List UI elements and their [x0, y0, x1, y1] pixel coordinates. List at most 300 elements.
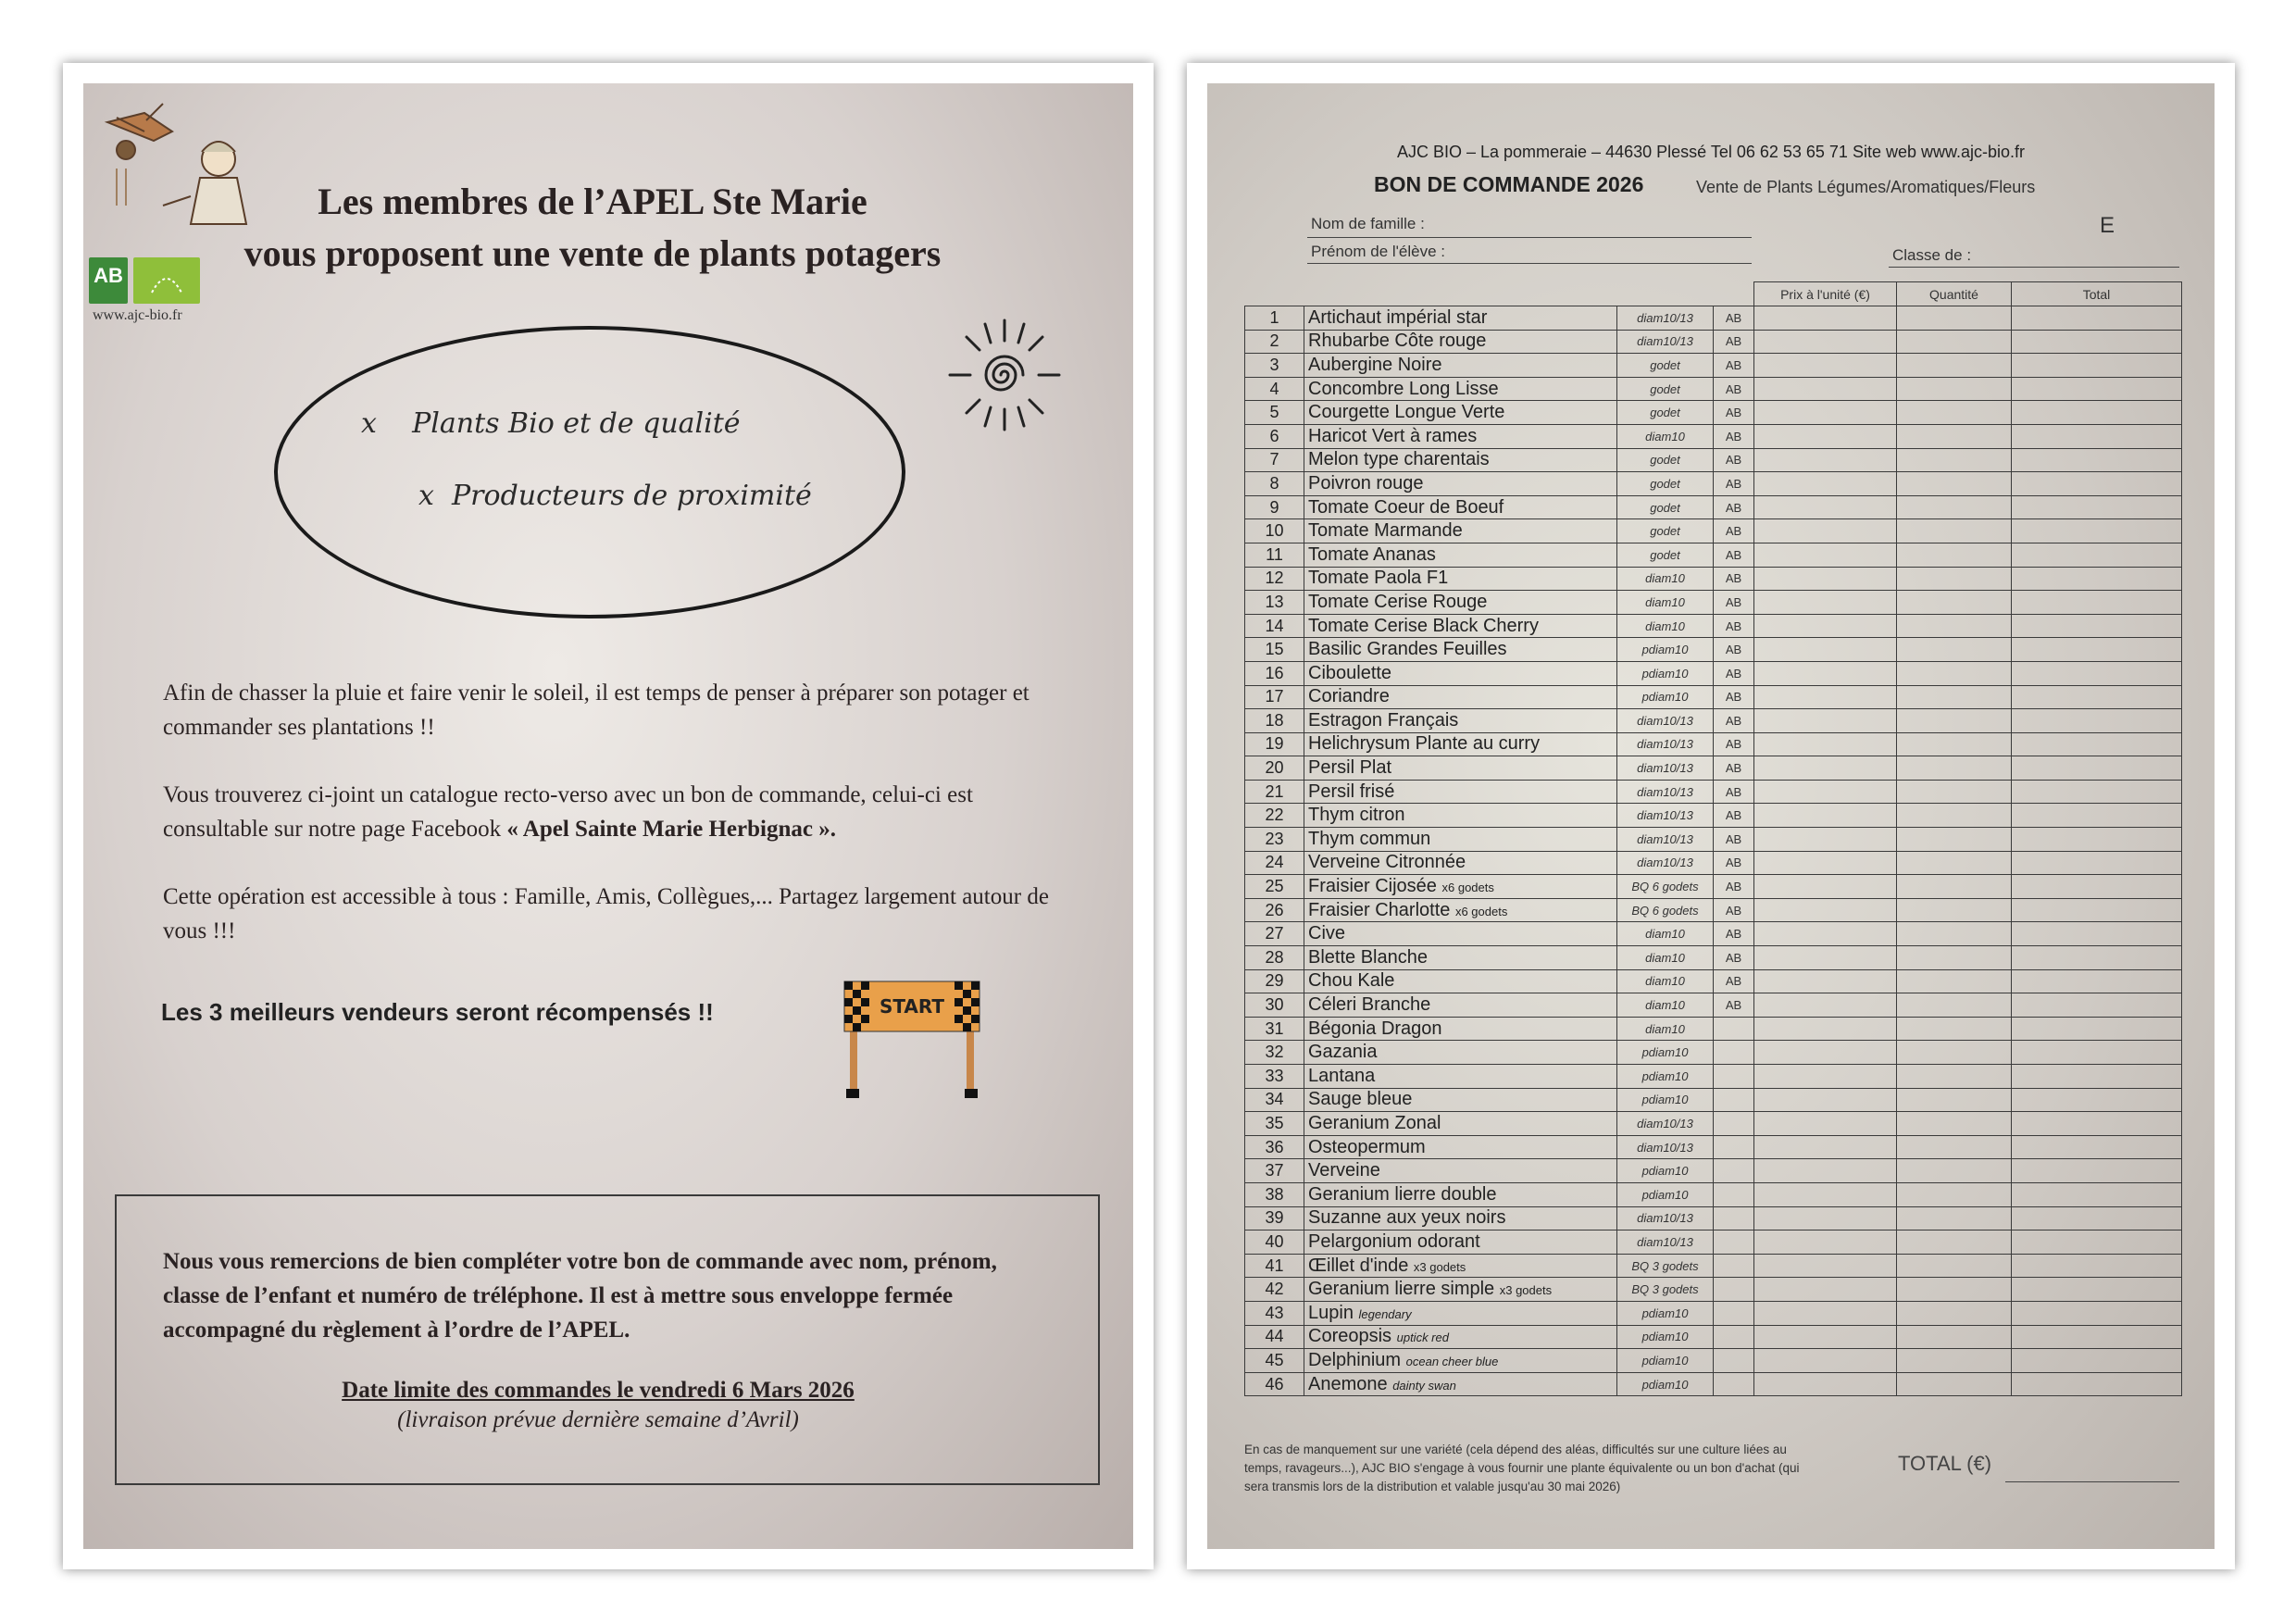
unit-price-cell[interactable]: [1754, 898, 1897, 922]
line-total-cell[interactable]: [2012, 591, 2182, 615]
unit-price-cell[interactable]: [1754, 732, 1897, 756]
quantity-cell[interactable]: [1897, 1206, 2012, 1230]
line-total-cell[interactable]: [2012, 448, 2182, 472]
plant-name: Chou Kale: [1308, 970, 1395, 992]
row-number: 31: [1245, 1017, 1304, 1041]
row-number: 7: [1245, 448, 1304, 472]
unit-price-cell[interactable]: [1754, 756, 1897, 781]
line-total-cell[interactable]: [2012, 780, 2182, 804]
quantity-cell[interactable]: [1897, 1135, 2012, 1159]
unit-price-cell[interactable]: [1754, 875, 1897, 899]
pot-size: pdiam10: [1617, 638, 1714, 662]
table-row: [1245, 1112, 2182, 1136]
row-number: 10: [1245, 519, 1304, 543]
unit-price-cell[interactable]: [1754, 614, 1897, 638]
pot-size: diam10: [1617, 969, 1714, 993]
unit-price-cell[interactable]: [1754, 1017, 1897, 1041]
quantity-cell[interactable]: [1897, 1349, 2012, 1373]
line-total-cell[interactable]: [2012, 567, 2182, 591]
plant-variety-note: x6 godets: [1454, 904, 1508, 918]
table-row: [1245, 1230, 2182, 1255]
unit-price-cell[interactable]: [1754, 1182, 1897, 1206]
unit-price-cell[interactable]: [1754, 330, 1897, 354]
order-form-title: BON DE COMMANDE 2026: [1374, 172, 1644, 196]
pot-size: pdiam10: [1617, 685, 1714, 709]
line-total-cell[interactable]: [2012, 756, 2182, 781]
line-total-cell[interactable]: [2012, 1112, 2182, 1136]
quantity-cell[interactable]: [1897, 1278, 2012, 1302]
row-number: 45: [1245, 1349, 1304, 1373]
line-total-cell[interactable]: [2012, 377, 2182, 401]
line-total-cell[interactable]: [2012, 1349, 2182, 1373]
organic-label: [1714, 1017, 1754, 1041]
organic-label: AB: [1714, 993, 1754, 1018]
line-total-cell[interactable]: [2012, 1206, 2182, 1230]
unit-price-cell[interactable]: [1754, 780, 1897, 804]
line-total-cell[interactable]: [2012, 1159, 2182, 1183]
row-number: 26: [1245, 898, 1304, 922]
quantity-cell[interactable]: [1897, 495, 2012, 519]
plant-name: Pelargonium odorant: [1308, 1230, 1480, 1252]
unit-price-cell[interactable]: [1754, 591, 1897, 615]
plant-name: Anemone: [1308, 1373, 1388, 1394]
plant-name-cell: [1304, 1088, 1617, 1112]
table-row: [1245, 969, 2182, 993]
quantity-cell[interactable]: [1897, 1017, 2012, 1041]
row-number: 1: [1245, 306, 1304, 331]
unit-price-cell[interactable]: [1754, 1372, 1897, 1396]
pot-size: diam10/13: [1617, 330, 1714, 354]
quantity-cell[interactable]: [1897, 354, 2012, 378]
quantity-cell[interactable]: [1897, 1065, 2012, 1089]
table-row: [1245, 306, 2182, 331]
quantity-cell[interactable]: [1897, 1041, 2012, 1065]
row-number: 3: [1245, 354, 1304, 378]
unit-price-cell[interactable]: [1754, 946, 1897, 970]
pot-size: pdiam10: [1617, 1065, 1714, 1089]
plant-name-cell: [1304, 1159, 1617, 1183]
pot-size: diam10: [1617, 424, 1714, 448]
pot-size: BQ 3 godets: [1617, 1254, 1714, 1278]
column-header-total: Total: [2012, 282, 2182, 306]
organic-label: AB: [1714, 780, 1754, 804]
quantity-cell[interactable]: [1897, 969, 2012, 993]
quantity-cell[interactable]: [1897, 1112, 2012, 1136]
row-number: 5: [1245, 401, 1304, 425]
line-total-cell[interactable]: [2012, 1182, 2182, 1206]
unit-price-cell[interactable]: [1754, 1065, 1897, 1089]
line-total-cell[interactable]: [2012, 354, 2182, 378]
row-number: 32: [1245, 1041, 1304, 1065]
organic-label: AB: [1714, 377, 1754, 401]
plant-name-cell: [1304, 828, 1617, 852]
reward-announcement: Les 3 meilleurs vendeurs seront récompensés !!: [161, 998, 714, 1026]
plant-name-cell: [1304, 709, 1617, 733]
table-row: [1245, 993, 2182, 1018]
unit-price-cell[interactable]: [1754, 804, 1897, 828]
line-total-cell[interactable]: [2012, 401, 2182, 425]
unit-price-cell[interactable]: [1754, 922, 1897, 946]
column-header-price: Prix à l'unité (€): [1754, 282, 1897, 306]
quantity-cell[interactable]: [1897, 922, 2012, 946]
pot-size: godet: [1617, 472, 1714, 496]
unit-price-cell[interactable]: [1754, 685, 1897, 709]
quantity-cell[interactable]: [1897, 732, 2012, 756]
unit-price-cell[interactable]: [1754, 1230, 1897, 1255]
line-total-cell[interactable]: [2012, 1372, 2182, 1396]
line-total-cell[interactable]: [2012, 1017, 2182, 1041]
plant-name-cell: [1304, 377, 1617, 401]
plant-name: Lupin: [1308, 1302, 1354, 1323]
row-number: 23: [1245, 828, 1304, 852]
plant-name-cell: [1304, 780, 1617, 804]
unit-price-cell[interactable]: [1754, 1325, 1897, 1349]
line-total-cell[interactable]: [2012, 851, 2182, 875]
unit-price-cell[interactable]: [1754, 993, 1897, 1018]
logo-website: www.ajc-bio.fr: [93, 307, 182, 323]
unit-price-cell[interactable]: [1754, 969, 1897, 993]
plant-name-cell: [1304, 685, 1617, 709]
quantity-cell[interactable]: [1897, 424, 2012, 448]
quantity-cell[interactable]: [1897, 1159, 2012, 1183]
organic-label: AB: [1714, 543, 1754, 567]
quantity-cell[interactable]: [1897, 448, 2012, 472]
organic-label: [1714, 1254, 1754, 1278]
line-total-cell[interactable]: [2012, 969, 2182, 993]
unit-price-cell[interactable]: [1754, 1088, 1897, 1112]
row-number: 2: [1245, 330, 1304, 354]
plant-name: Gazania: [1308, 1042, 1378, 1063]
quantity-cell[interactable]: [1897, 898, 2012, 922]
plant-variety-note: dainty swan: [1392, 1378, 1456, 1393]
line-total-cell[interactable]: [2012, 1301, 2182, 1325]
organic-label: AB: [1714, 306, 1754, 331]
order-deadline: Date limite des commandes le vendredi 6 Mars 2026: [342, 1378, 855, 1403]
unit-price-cell[interactable]: [1754, 709, 1897, 733]
line-total-cell[interactable]: [2012, 685, 2182, 709]
pot-size: godet: [1617, 448, 1714, 472]
plant-name-cell: [1304, 1206, 1617, 1230]
row-number: 22: [1245, 804, 1304, 828]
quantity-cell[interactable]: [1897, 804, 2012, 828]
organic-label: AB: [1714, 685, 1754, 709]
line-total-cell[interactable]: [2012, 472, 2182, 496]
unit-price-cell[interactable]: [1754, 519, 1897, 543]
organic-label: AB: [1714, 614, 1754, 638]
organic-label: AB: [1714, 756, 1754, 781]
line-total-cell[interactable]: [2012, 1065, 2182, 1089]
line-total-cell[interactable]: [2012, 614, 2182, 638]
student-first-name-field[interactable]: [1307, 263, 1752, 264]
row-number: 15: [1245, 638, 1304, 662]
quantity-cell[interactable]: [1897, 780, 2012, 804]
line-total-cell[interactable]: [2012, 1278, 2182, 1302]
line-total-cell[interactable]: [2012, 875, 2182, 899]
quantity-cell[interactable]: [1897, 614, 2012, 638]
pot-size: pdiam10: [1617, 1088, 1714, 1112]
plant-name: Osteopermum: [1308, 1136, 1426, 1157]
plant-name-cell: [1304, 354, 1617, 378]
quantity-cell[interactable]: [1897, 1301, 2012, 1325]
quantity-cell[interactable]: [1897, 709, 2012, 733]
pot-size: pdiam10: [1617, 1041, 1714, 1065]
plant-name: Céleri Branche: [1308, 994, 1431, 1016]
line-total-cell[interactable]: [2012, 519, 2182, 543]
row-number: 37: [1245, 1159, 1304, 1183]
unit-price-cell[interactable]: [1754, 851, 1897, 875]
organic-label: AB: [1714, 922, 1754, 946]
unit-price-cell[interactable]: [1754, 1278, 1897, 1302]
pot-size: diam10: [1617, 591, 1714, 615]
quantity-cell[interactable]: [1897, 685, 2012, 709]
plant-name: Œillet d'inde: [1308, 1255, 1409, 1276]
table-row: [1245, 519, 2182, 543]
organic-label: AB: [1714, 875, 1754, 899]
plant-name-cell: [1304, 732, 1617, 756]
plant-name-cell: [1304, 448, 1617, 472]
quantity-cell[interactable]: [1897, 591, 2012, 615]
unit-price-cell[interactable]: [1754, 1254, 1897, 1278]
unit-price-cell[interactable]: [1754, 448, 1897, 472]
plant-name: Cive: [1308, 923, 1346, 944]
row-number: 34: [1245, 1088, 1304, 1112]
header-blank: [1617, 282, 1714, 306]
plant-name-cell: [1304, 756, 1617, 781]
unit-price-cell[interactable]: [1754, 638, 1897, 662]
pot-size: diam10/13: [1617, 1230, 1714, 1255]
plant-name: Haricot Vert à rames: [1308, 425, 1478, 446]
plant-name-cell: [1304, 1372, 1617, 1396]
unit-price-cell[interactable]: [1754, 472, 1897, 496]
quantity-cell[interactable]: [1897, 1372, 2012, 1396]
grand-total-field[interactable]: [2005, 1481, 2179, 1482]
line-total-cell[interactable]: [2012, 993, 2182, 1018]
row-number: 13: [1245, 591, 1304, 615]
pot-size: pdiam10: [1617, 1182, 1714, 1206]
unit-price-cell[interactable]: [1754, 1206, 1897, 1230]
organic-label: [1714, 1278, 1754, 1302]
plant-name-cell: [1304, 1135, 1617, 1159]
bullet-mark: x: [418, 480, 434, 512]
line-total-cell[interactable]: [2012, 732, 2182, 756]
unit-price-cell[interactable]: [1754, 1041, 1897, 1065]
organic-label: AB: [1714, 804, 1754, 828]
unit-price-cell[interactable]: [1754, 424, 1897, 448]
organic-label: [1714, 1041, 1754, 1065]
organic-label: [1714, 1135, 1754, 1159]
unit-price-cell[interactable]: [1754, 1112, 1897, 1136]
quantity-cell[interactable]: [1897, 1230, 2012, 1255]
quantity-cell[interactable]: [1897, 306, 2012, 331]
organic-label: AB: [1714, 519, 1754, 543]
unit-price-cell[interactable]: [1754, 354, 1897, 378]
line-total-cell[interactable]: [2012, 424, 2182, 448]
quantity-cell[interactable]: [1897, 543, 2012, 567]
header-blank: [1304, 282, 1617, 306]
plant-name-cell: [1304, 306, 1617, 331]
plant-name: Verveine: [1308, 1160, 1380, 1181]
quantity-cell[interactable]: [1897, 567, 2012, 591]
quantity-cell[interactable]: [1897, 828, 2012, 852]
plant-name-cell: [1304, 922, 1617, 946]
table-row: [1245, 614, 2182, 638]
pot-size: diam10/13: [1617, 756, 1714, 781]
row-number: 40: [1245, 1230, 1304, 1255]
row-number: 14: [1245, 614, 1304, 638]
plant-name: Rhubarbe Côte rouge: [1308, 331, 1487, 352]
row-number: 29: [1245, 969, 1304, 993]
highlight-organic: [361, 407, 741, 440]
line-total-cell[interactable]: [2012, 1088, 2182, 1112]
pot-size: BQ 6 godets: [1617, 898, 1714, 922]
flyer-sheet: [83, 83, 1133, 1549]
line-total-cell[interactable]: [2012, 1230, 2182, 1255]
quantity-cell[interactable]: [1897, 638, 2012, 662]
unit-price-cell[interactable]: [1754, 828, 1897, 852]
line-total-cell[interactable]: [2012, 946, 2182, 970]
pot-size: godet: [1617, 377, 1714, 401]
organic-label: [1714, 1230, 1754, 1255]
line-total-cell[interactable]: [2012, 1254, 2182, 1278]
organic-label: AB: [1714, 330, 1754, 354]
plant-name-cell: [1304, 1017, 1617, 1041]
unit-price-cell[interactable]: [1754, 543, 1897, 567]
plant-name: Verveine Citronnée: [1308, 852, 1466, 873]
class-label: Classe de :: [1892, 246, 1972, 264]
line-total-cell[interactable]: [2012, 1135, 2182, 1159]
table-row: [1245, 756, 2182, 781]
pot-size: pdiam10: [1617, 1301, 1714, 1325]
organic-label: AB: [1714, 567, 1754, 591]
supplier-contact-line: AJC BIO – La pommeraie – 44630 Plessé Tel 06 62 53 65 71 Site web www.ajc-bio.fr: [1396, 143, 2026, 161]
organic-label: [1714, 1206, 1754, 1230]
plant-name: Helichrysum Plante au curry: [1308, 733, 1541, 755]
organic-label: AB: [1714, 401, 1754, 425]
quantity-cell[interactable]: [1897, 875, 2012, 899]
pot-size: godet: [1617, 354, 1714, 378]
intro-paragraph: Afin de chasser la pluie et faire venir le soleil, il est temps de penser à préparer son potager et commander ses plantations !!: [163, 681, 1029, 740]
plant-name-cell: [1304, 993, 1617, 1018]
line-total-cell[interactable]: [2012, 638, 2182, 662]
plant-name-cell: [1304, 851, 1617, 875]
unit-price-cell[interactable]: [1754, 401, 1897, 425]
plant-name: Sauge bleue: [1308, 1089, 1413, 1110]
unit-price-cell[interactable]: [1754, 567, 1897, 591]
table-row: [1245, 1349, 2182, 1373]
table-row: [1245, 567, 2182, 591]
unit-price-cell[interactable]: [1754, 306, 1897, 331]
plant-name-cell: [1304, 1349, 1617, 1373]
line-total-cell[interactable]: [2012, 306, 2182, 331]
unit-price-cell[interactable]: [1754, 1349, 1897, 1373]
plant-name: Persil frisé: [1308, 781, 1395, 802]
quantity-cell[interactable]: [1897, 401, 2012, 425]
line-total-cell[interactable]: [2012, 898, 2182, 922]
row-number: 28: [1245, 946, 1304, 970]
line-total-cell[interactable]: [2012, 804, 2182, 828]
plant-name: Delphinium: [1308, 1349, 1402, 1370]
line-total-cell[interactable]: [2012, 330, 2182, 354]
table-row: [1245, 330, 2182, 354]
quantity-cell[interactable]: [1897, 1182, 2012, 1206]
organic-label: [1714, 1065, 1754, 1089]
quantity-cell[interactable]: [1897, 851, 2012, 875]
plant-name-cell: [1304, 804, 1617, 828]
plant-variety-note: uptick red: [1396, 1330, 1449, 1345]
table-row: [1245, 1065, 2182, 1089]
quantity-cell[interactable]: [1897, 1254, 2012, 1278]
line-total-cell[interactable]: [2012, 661, 2182, 685]
line-total-cell[interactable]: [2012, 1325, 2182, 1349]
organic-label: [1714, 1112, 1754, 1136]
unit-price-cell[interactable]: [1754, 377, 1897, 401]
organic-label: [1714, 1182, 1754, 1206]
unit-price-cell[interactable]: [1754, 1301, 1897, 1325]
quantity-cell[interactable]: [1897, 946, 2012, 970]
student-first-name-label: Prénom de l'élève :: [1311, 243, 1445, 260]
plant-variety-note: x3 godets: [1499, 1283, 1553, 1298]
unit-price-cell[interactable]: [1754, 661, 1897, 685]
unit-price-cell[interactable]: [1754, 1135, 1897, 1159]
quantity-cell[interactable]: [1897, 377, 2012, 401]
pot-size: pdiam10: [1617, 1325, 1714, 1349]
organic-label: AB: [1714, 448, 1754, 472]
unit-price-cell[interactable]: [1754, 495, 1897, 519]
quantity-cell[interactable]: [1897, 756, 2012, 781]
quantity-cell[interactable]: [1897, 1325, 2012, 1349]
line-total-cell[interactable]: [2012, 828, 2182, 852]
start-label: START: [879, 995, 945, 1018]
table-row: [1245, 1088, 2182, 1112]
plant-name-cell: [1304, 661, 1617, 685]
plant-name: Fraisier Charlotte: [1308, 899, 1451, 920]
plant-name-cell: [1304, 898, 1617, 922]
quantity-cell[interactable]: [1897, 1088, 2012, 1112]
plant-name: Bégonia Dragon: [1308, 1018, 1442, 1039]
row-number: 30: [1245, 993, 1304, 1018]
sun-icon: [944, 315, 1065, 435]
class-field[interactable]: [1889, 267, 2179, 268]
table-row: [1245, 354, 2182, 378]
pot-size: diam10/13: [1617, 851, 1714, 875]
line-total-cell[interactable]: [2012, 543, 2182, 567]
organic-label: [1714, 1349, 1754, 1373]
quantity-cell[interactable]: [1897, 519, 2012, 543]
quantity-cell[interactable]: [1897, 993, 2012, 1018]
pot-size: godet: [1617, 519, 1714, 543]
line-total-cell[interactable]: [2012, 1041, 2182, 1065]
row-number: 38: [1245, 1182, 1304, 1206]
line-total-cell[interactable]: [2012, 495, 2182, 519]
pot-size: diam10: [1617, 946, 1714, 970]
line-total-cell[interactable]: [2012, 922, 2182, 946]
line-total-cell[interactable]: [2012, 709, 2182, 733]
table-row: [1245, 1135, 2182, 1159]
order-table-header: [1245, 282, 2182, 306]
plant-name-cell: [1304, 567, 1617, 591]
row-number: 9: [1245, 495, 1304, 519]
table-row: [1245, 1041, 2182, 1065]
family-name-field[interactable]: [1307, 237, 1752, 238]
quantity-cell[interactable]: [1897, 661, 2012, 685]
table-row: [1245, 1301, 2182, 1325]
quantity-cell[interactable]: [1897, 472, 2012, 496]
quantity-cell[interactable]: [1897, 330, 2012, 354]
table-row: [1245, 1325, 2182, 1349]
unit-price-cell[interactable]: [1754, 1159, 1897, 1183]
bullet-mark: x: [361, 407, 377, 440]
table-row: [1245, 1206, 2182, 1230]
